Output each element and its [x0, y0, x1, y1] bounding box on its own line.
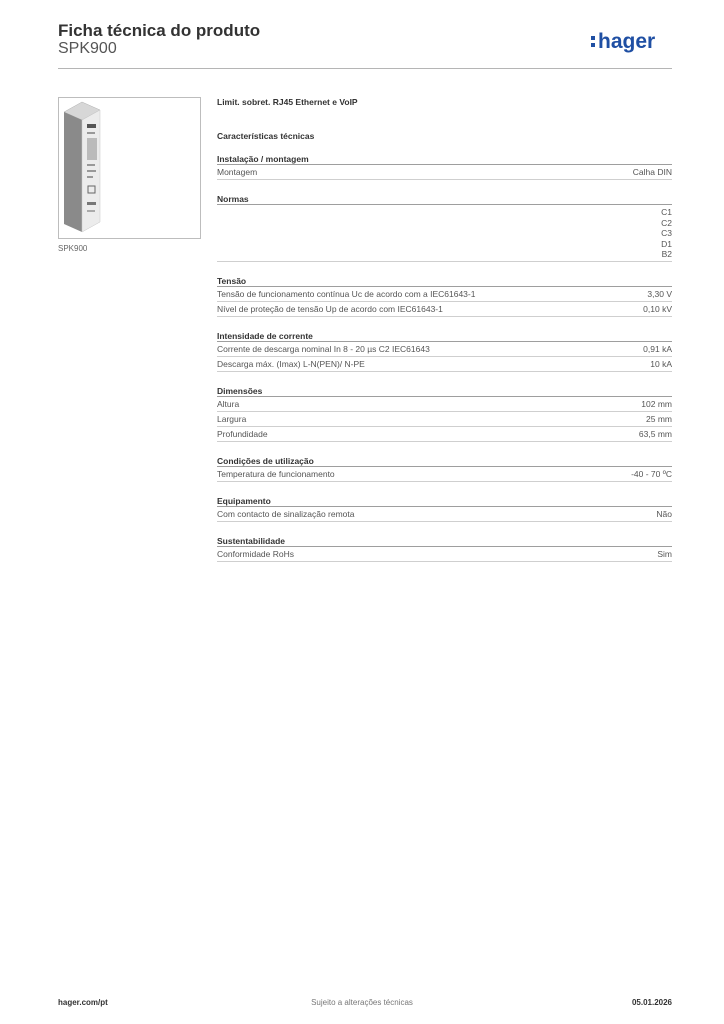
section-installation [217, 154, 672, 180]
footer-website[interactable]: hager.com/pt [58, 998, 108, 1007]
product-image-caption: SPK900 [58, 244, 88, 253]
spec-value: Calha DIN [632, 167, 672, 177]
spec-label: Conformidade RoHs [217, 548, 295, 559]
technical-characteristics-title: Características técnicas [217, 131, 315, 141]
logo-text: hager [598, 30, 656, 53]
spec-value: 25 mm [646, 413, 672, 424]
standard-value: B2 [661, 249, 672, 260]
spec-row-multi [217, 205, 672, 262]
section-dimensions [217, 386, 672, 442]
spec-row [217, 357, 672, 372]
spec-label: Tensão de funcionamento contínua Uc de acordo com a IEC61643-1 [217, 288, 476, 299]
section-current [217, 331, 672, 372]
spec-row [217, 507, 672, 522]
section-heading: Tensão [217, 276, 672, 287]
header-divider [58, 68, 672, 69]
spec-value: 63,5 mm [638, 428, 672, 439]
standard-value: C2 [661, 217, 672, 228]
spec-label: Corrente de descarga nominal In 8 - 20 µs C2 IEC61643 [217, 343, 430, 354]
section-heading: Instalação / montagem [217, 154, 672, 165]
spec-label: Descarga máx. (Imax) L-N(PEN)/ N-PE [217, 358, 365, 369]
footer-date: 05.01.2026 [631, 998, 672, 1007]
hager-logo [590, 26, 680, 58]
spec-value: 0,91 kA [643, 343, 672, 354]
section-heading: Condições de utilização [217, 456, 672, 467]
spec-label: Profundidade [217, 428, 268, 439]
spec-value: Não [656, 508, 672, 519]
section-heading: Dimensões [217, 386, 672, 397]
product-description: Limit. sobret. RJ45 Ethernet e VoIP [217, 97, 358, 107]
spec-value: 0,10 kV [643, 303, 672, 314]
section-voltage [217, 276, 672, 317]
spec-label: Altura [217, 398, 240, 409]
spec-value: 102 mm [641, 398, 672, 409]
spec-label: Montagem [217, 167, 258, 177]
section-heading: Equipamento [217, 496, 672, 507]
standard-value: C1 [661, 207, 672, 217]
spec-row [217, 467, 672, 482]
section-heading: Intensidade de corrente [217, 331, 672, 342]
section-sustainability [217, 536, 672, 562]
spec-label: Nível de proteção de tensão Up de acordo com IEC61643-1 [217, 303, 443, 314]
spec-row [217, 547, 672, 562]
spec-value: 3,30 V [647, 288, 672, 299]
section-heading: Normas [217, 194, 672, 205]
spec-row [217, 397, 672, 412]
spec-row [217, 302, 672, 317]
standard-value: D1 [661, 238, 672, 249]
spec-row [217, 412, 672, 427]
spec-row [217, 287, 672, 302]
page-title: Ficha técnica do produto [58, 21, 261, 40]
spec-value: -40 - 70 ºC [631, 468, 672, 479]
standard-value: C3 [661, 228, 672, 239]
spec-row [217, 342, 672, 357]
footer-note: Sujeito a alterações técnicas [311, 998, 413, 1007]
surge-protector-module-image [59, 98, 200, 238]
spec-sheet [217, 96, 672, 562]
spec-label: Temperatura de funcionamento [217, 468, 335, 479]
spec-row [217, 165, 672, 180]
spec-value: 10 kA [650, 358, 672, 369]
spec-row [217, 427, 672, 442]
spec-label: Com contacto de sinalização remota [217, 508, 355, 519]
section-usage-conditions [217, 456, 672, 482]
spec-label: Largura [217, 413, 247, 424]
section-equipment [217, 496, 672, 522]
product-code: SPK900 [58, 40, 117, 57]
section-heading: Sustentabilidade [217, 536, 672, 547]
section-standards [217, 194, 672, 262]
spec-value: Sim [657, 548, 672, 559]
product-image-frame [58, 97, 201, 239]
